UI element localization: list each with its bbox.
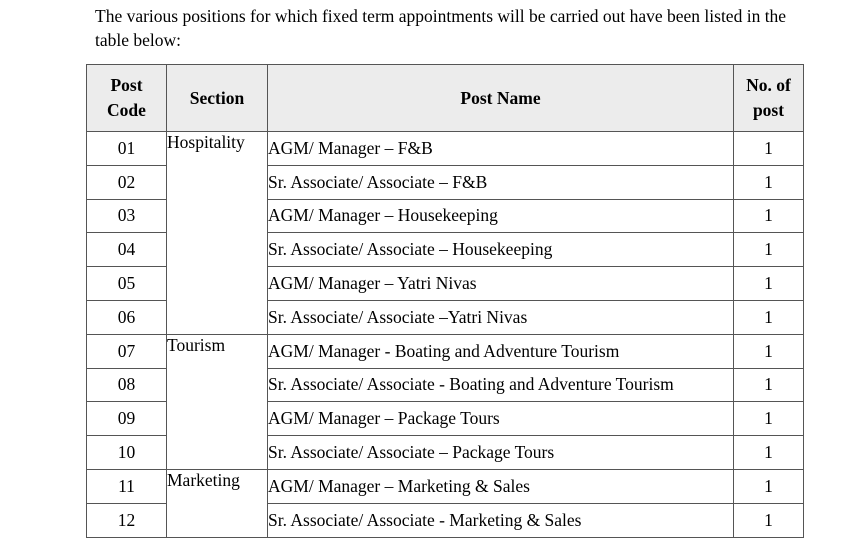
section-cell: Marketing (167, 469, 268, 537)
post-name-cell: AGM/ Manager – Housekeeping (268, 199, 734, 233)
intro-paragraph: The various positions for which fixed term appointments will be carried out have been listed in the table below: (95, 6, 787, 50)
table-row (87, 334, 804, 368)
header-post-code-line2: Code (107, 100, 146, 120)
post-code-cell: 08 (87, 368, 167, 402)
post-code-cell: 03 (87, 199, 167, 233)
num-posts-cell: 1 (734, 334, 804, 368)
post-code-cell: 10 (87, 436, 167, 470)
table-row (87, 132, 804, 166)
num-posts-cell: 1 (734, 165, 804, 199)
post-code-cell: 05 (87, 267, 167, 301)
header-num-posts (734, 65, 804, 132)
post-code-cell: 07 (87, 334, 167, 368)
table-header-row (87, 65, 804, 132)
header-num-line2: post (752, 100, 785, 120)
num-posts-cell: 1 (734, 402, 804, 436)
section-cell: Tourism (167, 334, 268, 469)
post-code-cell: 11 (87, 469, 167, 503)
post-name-cell: AGM/ Manager – F&B (268, 132, 734, 166)
post-name-cell: Sr. Associate/ Associate - Boating and Adventure Tourism (268, 368, 734, 402)
post-name-cell: Sr. Associate/ Associate –Yatri Nivas (268, 300, 734, 334)
num-posts-cell: 1 (734, 267, 804, 301)
num-posts-cell: 1 (734, 503, 804, 537)
header-post-code-line1: Post (110, 75, 143, 95)
header-num-line1: No. of (746, 75, 791, 95)
post-code-cell: 01 (87, 132, 167, 166)
num-posts-cell: 1 (734, 233, 804, 267)
post-code-cell: 09 (87, 402, 167, 436)
post-name-cell: Sr. Associate/ Associate – F&B (268, 165, 734, 199)
positions-table (86, 64, 804, 538)
num-posts-cell: 1 (734, 199, 804, 233)
post-code-cell: 06 (87, 300, 167, 334)
table-body (87, 132, 804, 538)
section-cell: Hospitality (167, 132, 268, 335)
num-posts-cell: 1 (734, 368, 804, 402)
post-name-cell: AGM/ Manager – Marketing & Sales (268, 469, 734, 503)
post-code-cell: 02 (87, 165, 167, 199)
post-name-cell: AGM/ Manager – Yatri Nivas (268, 267, 734, 301)
post-code-cell: 12 (87, 503, 167, 537)
num-posts-cell: 1 (734, 436, 804, 470)
post-code-cell: 04 (87, 233, 167, 267)
header-section: Section (167, 65, 268, 132)
num-posts-cell: 1 (734, 469, 804, 503)
table-row (87, 469, 804, 503)
num-posts-cell: 1 (734, 300, 804, 334)
post-name-cell: AGM/ Manager – Package Tours (268, 402, 734, 436)
post-name-cell: AGM/ Manager - Boating and Adventure Tourism (268, 334, 734, 368)
post-name-cell: Sr. Associate/ Associate - Marketing & Sales (268, 503, 734, 537)
post-name-cell: Sr. Associate/ Associate – Housekeeping (268, 233, 734, 267)
header-post-code (87, 65, 167, 132)
post-name-cell: Sr. Associate/ Associate – Package Tours (268, 436, 734, 470)
header-post-name: Post Name (268, 65, 734, 132)
num-posts-cell: 1 (734, 132, 804, 166)
